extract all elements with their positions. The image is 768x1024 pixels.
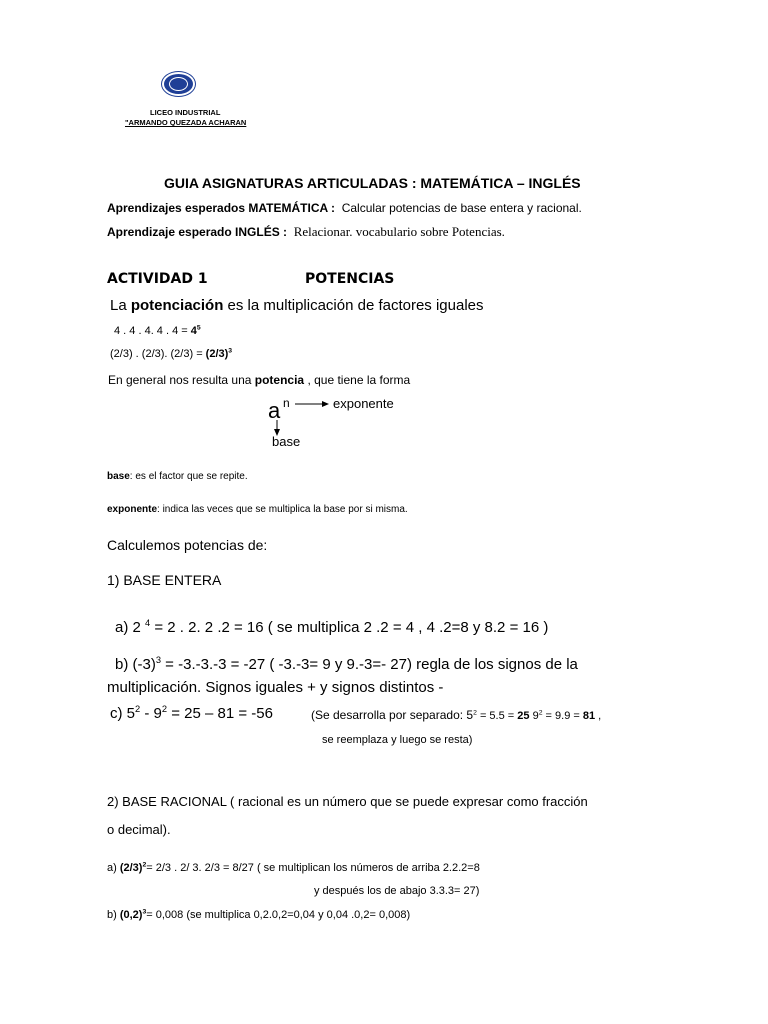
item-c-exp2: 2 [161, 704, 168, 714]
school-name-line2: "ARMANDO QUEZADA ACHARAN [125, 118, 247, 127]
item-b-line2: multiplicación. Signos iguales + y signos distintos - [107, 679, 444, 696]
general-form-text [108, 373, 410, 387]
item-c-note-mid: = 5.5 = [476, 710, 518, 722]
item-c [110, 705, 273, 722]
math-objective-label: Aprendizajes esperados MATEMÁTICA : [107, 201, 336, 215]
rat-a-rest: = 2/3 . 2/ 3. 2/3 = 8/27 ( se multiplican los números de arriba 2.2.2=8 [146, 862, 480, 874]
base-def-text: : es el factor que se repite. [129, 471, 248, 482]
rat-a-base: (2/3) [119, 862, 143, 874]
rat-b-base: (0,2) [119, 909, 143, 921]
general-post: , que tiene la forma [304, 373, 411, 387]
rat-a-exp: 2 [142, 861, 147, 869]
item-a [115, 619, 548, 636]
example-1-text: 4 . 4 . 4. 4 . 4 = [114, 325, 191, 337]
english-objective-text: Relacionar. vocabulario sobre Potencias. [293, 224, 505, 239]
diagram-exp-letter: n [283, 396, 290, 410]
rational-item-a-line2: y después los de abajo 3.3.3= 27) [314, 885, 480, 897]
example-power-fraction [110, 348, 232, 360]
item-c-note-mid2: 9 [529, 710, 539, 722]
item-c-note-end: , [595, 710, 602, 722]
english-objective [107, 224, 505, 240]
example-1-exp: 5 [196, 324, 201, 332]
example-power-4 [114, 325, 201, 337]
base-term: base [107, 471, 130, 482]
exponent-def-text: : indica las veces que se multiplica la base por si misma. [157, 504, 408, 515]
general-term: potencia [254, 373, 305, 387]
item-b-prefix: b) (-3) [115, 656, 156, 673]
section-base-racional: 2) BASE RACIONAL ( racional es un número que se puede expresar como fracción [107, 794, 588, 809]
item-b-exp: 3 [155, 655, 162, 665]
item-c-note-mid3: = 9.9 = [542, 710, 583, 722]
diagram-base-letter: a [268, 398, 281, 423]
definition-pre: La [110, 297, 131, 314]
item-b [115, 656, 578, 673]
example-2-exp: 3 [228, 347, 233, 355]
calc-heading: Calculemos potencias de: [107, 537, 268, 553]
item-a-exp: 4 [145, 618, 151, 628]
item-c-line2: se reemplaza y luego se resta) [322, 734, 473, 746]
item-c-note-e1: 2 [473, 709, 477, 717]
definition-post: es la multiplicación de factores iguales [223, 297, 484, 314]
definition-term: potenciación [130, 297, 224, 314]
section-base-racional-line2: o decimal). [107, 822, 171, 837]
rat-b-exp: 3 [142, 908, 147, 916]
activity-label: ACTIVIDAD 1 [107, 271, 208, 287]
school-crest-icon [162, 72, 195, 96]
base-definition [107, 471, 248, 482]
rat-b-rest: = 0,008 (se multiplica 0,2.0,2=0,04 y 0,04 .0,2= 0,008) [146, 909, 411, 921]
exponent-arrow-icon [295, 399, 329, 409]
definition-text [110, 297, 484, 314]
general-pre: En general nos resulta una [108, 373, 255, 387]
item-c-exp1: 2 [135, 704, 141, 714]
math-objective [107, 201, 582, 215]
exponent-definition [107, 504, 408, 515]
item-c-prefix: c) 5 [110, 705, 136, 722]
school-name-line1: LICEO INDUSTRIAL [150, 108, 221, 117]
example-2-base: (2/3) [205, 348, 229, 360]
activity-topic: POTENCIAS [305, 271, 395, 287]
item-c-note-e2: 2 [538, 709, 543, 717]
item-a-rest: = 2 . 2. 2 .2 = 16 ( se multiplica 2 .2 = 4 , 4 .2=8 y 8.2 = 16 ) [150, 619, 549, 636]
item-a-prefix: a) 2 [115, 619, 146, 636]
item-c-note [311, 708, 601, 722]
item-c-mid: - 9 [140, 705, 162, 722]
exponent-term: exponente [107, 504, 158, 515]
rat-a-prefix: a) [107, 862, 120, 874]
rational-item-a [107, 862, 480, 874]
english-objective-label: Aprendizaje esperado INGLÉS : [107, 225, 288, 239]
rational-item-b [107, 909, 410, 921]
example-2-text: (2/3) . (2/3). (2/3) = [110, 348, 206, 360]
item-c-note-b2: 81 [582, 710, 596, 722]
diagram-exp-label: exponente [333, 396, 394, 411]
example-1-base: 4 [190, 325, 197, 337]
item-c-note-b1: 25 [517, 710, 530, 722]
item-c-note-pre: (Se desarrolla por separado: 5 [311, 708, 474, 722]
section-base-entera: 1) BASE ENTERA [107, 572, 222, 588]
math-objective-text: Calcular potencias de base entera y racional. [341, 201, 582, 215]
document-title: GUIA ASIGNATURAS ARTICULADAS : MATEMÁTICA – INGLÉS [164, 175, 581, 191]
item-c-rest: = 25 – 81 = -56 [167, 705, 273, 722]
rat-b-prefix: b) [107, 909, 120, 921]
item-b-rest: = -3.-3.-3 = -27 ( -3.-3= 9 y 9.-3=- 27) regla de los signos de la [161, 656, 578, 673]
diagram-base-label: base [272, 434, 301, 449]
